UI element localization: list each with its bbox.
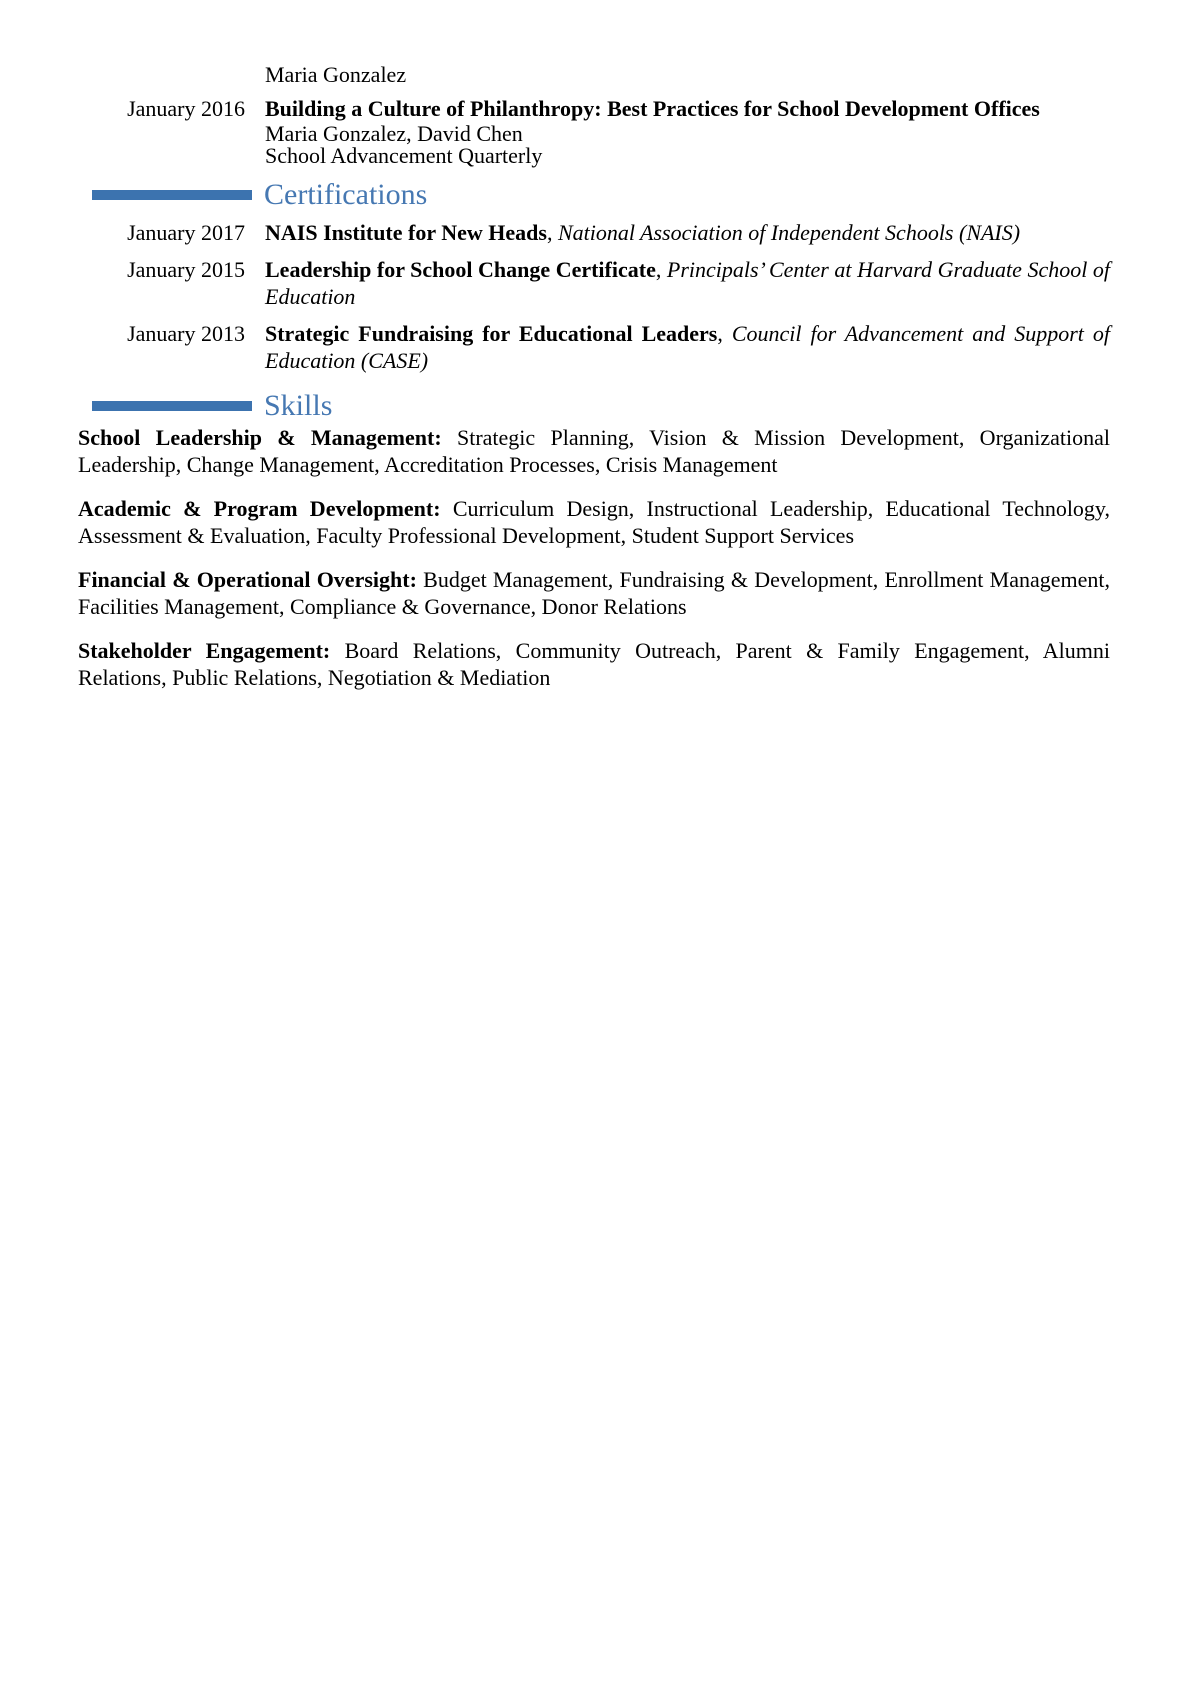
certification-date: January 2013 — [127, 321, 245, 346]
skill-category-label: School Leadership & Management: — [78, 425, 442, 450]
certification-entry-body — [265, 219, 1110, 246]
skills-list — [78, 424, 1110, 691]
skill-category — [78, 637, 1110, 691]
certification-separator: , — [546, 220, 553, 245]
certification-entry-body — [265, 256, 1110, 310]
publication-title: Building a Culture of Philanthropy: Best Practices for School Development Offices — [265, 96, 1040, 121]
certification-title: NAIS Institute for New Heads — [265, 220, 547, 245]
skill-category-items: Strategic Planning, Vision & Mission Development, Organizational Leadership, Change Management, Accreditation Processes, Crisis Management — [78, 425, 1111, 477]
section-heading-skills — [78, 388, 1110, 424]
publication-previous-author: Maria Gonzalez — [265, 62, 407, 87]
publication-journal: School Advancement Quarterly — [265, 143, 543, 168]
skill-category-label: Financial & Operational Oversight: — [78, 567, 417, 592]
page-content — [0, 0, 1190, 691]
certification-separator: , — [655, 257, 662, 282]
certification-entry — [78, 256, 1110, 310]
certification-issuer: Council for Advancement and Support of Education (CASE) — [265, 321, 1110, 373]
certification-entry — [78, 219, 1110, 246]
skill-category-items: Board Relations, Community Outreach, Parent & Family Engagement, Alumni Relations, Public Relations, Negotiation & Mediation — [78, 638, 1111, 690]
section-rule-icon — [92, 190, 252, 200]
certification-date: January 2015 — [127, 257, 245, 282]
section-heading-certifications — [78, 177, 1110, 213]
skill-category-items: Budget Management, Fundraising & Development, Enrollment Management, Facilities Management, Compliance & Governance, Donor Relations — [78, 567, 1110, 619]
certification-entry — [78, 320, 1110, 374]
section-rule-icon — [92, 401, 252, 411]
certification-date: January 2017 — [127, 220, 245, 245]
publication-entry — [78, 95, 1110, 167]
publication-date: January 2016 — [127, 96, 245, 121]
skill-category-label: Academic & Program Development: — [78, 496, 441, 521]
skill-category-label: Stakeholder Engagement: — [78, 638, 331, 663]
section-title-certifications: Certifications — [264, 178, 428, 211]
section-title-skills: Skills — [264, 389, 333, 422]
publication-continuation-row — [78, 64, 1110, 86]
skill-category — [78, 495, 1110, 549]
skill-category — [78, 424, 1110, 478]
certification-issuer: Principals’ Center at Harvard Graduate School of Education — [265, 257, 1110, 309]
certification-title: Leadership for School Change Certificate — [265, 257, 656, 282]
skill-category-items: Curriculum Design, Instructional Leadership, Educational Technology, Assessment & Evaluation, Faculty Professional Development, Student Support Services — [78, 496, 1111, 548]
skill-category — [78, 566, 1110, 620]
publication-continuation-date-spacer — [78, 64, 265, 86]
certification-issuer: National Association of Independent Schools (NAIS) — [557, 220, 1021, 245]
certification-entry-body — [265, 320, 1110, 374]
certification-separator: , — [717, 321, 723, 346]
certification-title: Strategic Fundraising for Educational Leaders — [265, 321, 718, 346]
publication-entry-body — [265, 95, 1110, 167]
publication-authors: Maria Gonzalez, David Chen — [265, 121, 523, 146]
